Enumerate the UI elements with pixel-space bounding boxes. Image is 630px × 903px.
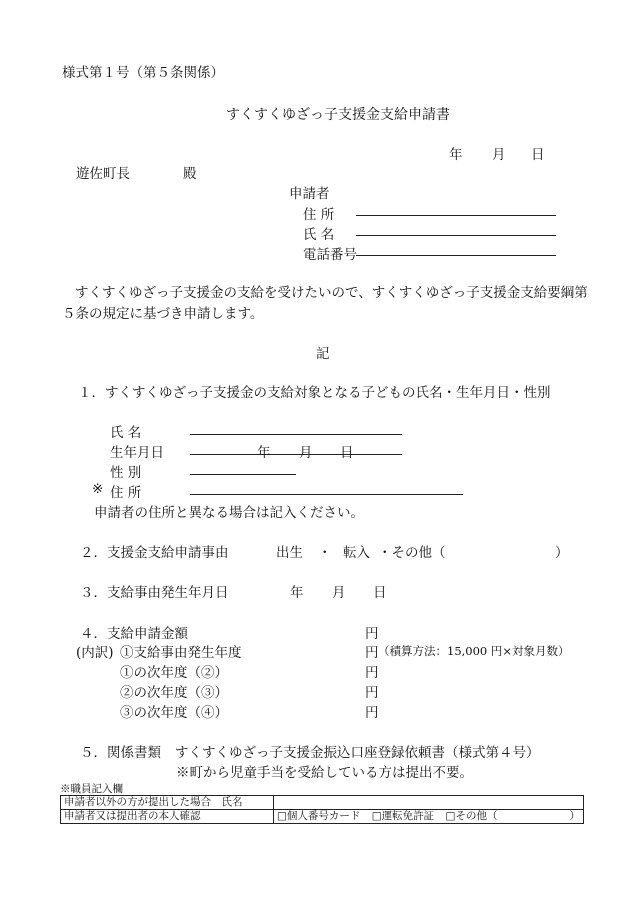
form-number: 様式第１号（第５条関係）	[62, 65, 224, 81]
id-option-other-close: ）	[569, 810, 580, 822]
item3-heading: ３．支給事由発生年月日	[80, 585, 229, 601]
date-day-label: 日	[531, 147, 545, 163]
staff-row1-value[interactable]	[274, 796, 584, 810]
child-birth-label: 生年月日	[110, 445, 164, 461]
child-sex-line[interactable]	[190, 474, 296, 475]
ki-heading: 記	[316, 346, 330, 362]
child-name-line[interactable]	[190, 434, 402, 435]
occur-year: 年	[290, 585, 304, 601]
applicant-address-line[interactable]	[356, 215, 556, 216]
breakdown-row4-yen: 円	[365, 705, 379, 721]
addressee-honorific: 殿	[183, 166, 197, 182]
amount-total-yen: 円	[365, 626, 379, 642]
child-birth-day: 日	[340, 445, 354, 461]
item1-heading: １．すくすくゆざっ子支援金の支給対象となる子どもの氏名・生年月日・性別	[78, 385, 551, 401]
breakdown-row3: ②の次年度（③）	[120, 685, 228, 701]
id-option-drivers-license[interactable]: □運転免許証	[371, 810, 435, 822]
child-sex-label: 性 別	[110, 465, 142, 481]
applicant-phone-line[interactable]	[356, 255, 556, 256]
applicant-heading: 申請者	[289, 186, 330, 202]
body-text-line1: すくすくゆざっ子支援金の支給を受けたいので、すくすくゆざっ子支援金支給要綱第	[75, 285, 588, 301]
addressee-name: 遊佐町長	[76, 166, 130, 182]
id-option-mynumber-card[interactable]: □個人番号カード	[277, 810, 361, 822]
breakdown-label: (内訳)	[76, 645, 114, 661]
calc-note: （積算方法：15,000 円×対象月数）	[378, 644, 570, 658]
child-name-label: 氏 名	[110, 425, 142, 441]
staff-row-identity	[61, 810, 584, 824]
staff-table	[60, 795, 584, 824]
child-birth-year: 年	[257, 445, 271, 461]
applicant-phone-label: 電話番号	[303, 247, 357, 263]
staff-row2-label: 申請者又は提出者の本人確認	[61, 810, 274, 824]
breakdown-row2-yen: 円	[365, 665, 379, 681]
child-address-line[interactable]	[190, 494, 463, 495]
reason-other[interactable]: ・その他（	[378, 545, 446, 561]
breakdown-row4: ③の次年度（④）	[120, 705, 228, 721]
staff-row2-value	[274, 810, 584, 824]
id-option-other[interactable]: □その他（	[445, 810, 498, 822]
breakdown-row2: ①の次年度（②）	[120, 665, 228, 681]
child-birth-line[interactable]	[190, 454, 402, 455]
child-birth-month: 月	[299, 445, 313, 461]
staff-row1-label: 申請者以外の方が提出した場合 氏名	[61, 796, 274, 810]
breakdown-row1: ①支給事由発生年度	[120, 645, 242, 661]
reason-birth[interactable]: 出生	[276, 545, 303, 561]
date-month-label: 月	[492, 147, 506, 163]
staff-heading: ※職員記入欄	[60, 783, 123, 795]
form-title: すくすくゆざっ子支援金支給申請書	[226, 107, 450, 123]
breakdown-row3-yen: 円	[365, 685, 379, 701]
applicant-name-line[interactable]	[356, 235, 556, 236]
body-text-line2: ５条の規定に基づき申請します。	[62, 306, 264, 322]
item5-heading: ５．関係書類	[80, 745, 161, 761]
applicant-name-label: 氏 名	[303, 227, 335, 243]
date-year-label: 年	[449, 147, 463, 163]
item4-heading: ４．支給申請金額	[80, 626, 188, 642]
occur-day: 日	[373, 585, 387, 601]
item5-document: すくすくゆざっ子支援金振込口座登録依頼書（様式第４号）	[175, 745, 540, 761]
reason-movein[interactable]: 転入	[343, 545, 370, 561]
child-address-mark: ※	[92, 481, 104, 497]
item2-heading: ２．支援金支給申請事由	[80, 545, 229, 561]
applicant-address-label: 住 所	[303, 207, 335, 223]
child-address-note: 申請者の住所と異なる場合は記入ください。	[94, 505, 364, 521]
occur-month: 月	[332, 585, 346, 601]
item5-note: ※町から児童手当を受給している方は提出不要。	[176, 765, 473, 781]
staff-row-submitter	[61, 796, 584, 810]
reason-other-close: ）	[555, 545, 569, 561]
reason-separator: ・	[318, 545, 332, 561]
child-address-label: 住 所	[110, 485, 142, 501]
breakdown-row1-yen: 円	[365, 645, 379, 661]
